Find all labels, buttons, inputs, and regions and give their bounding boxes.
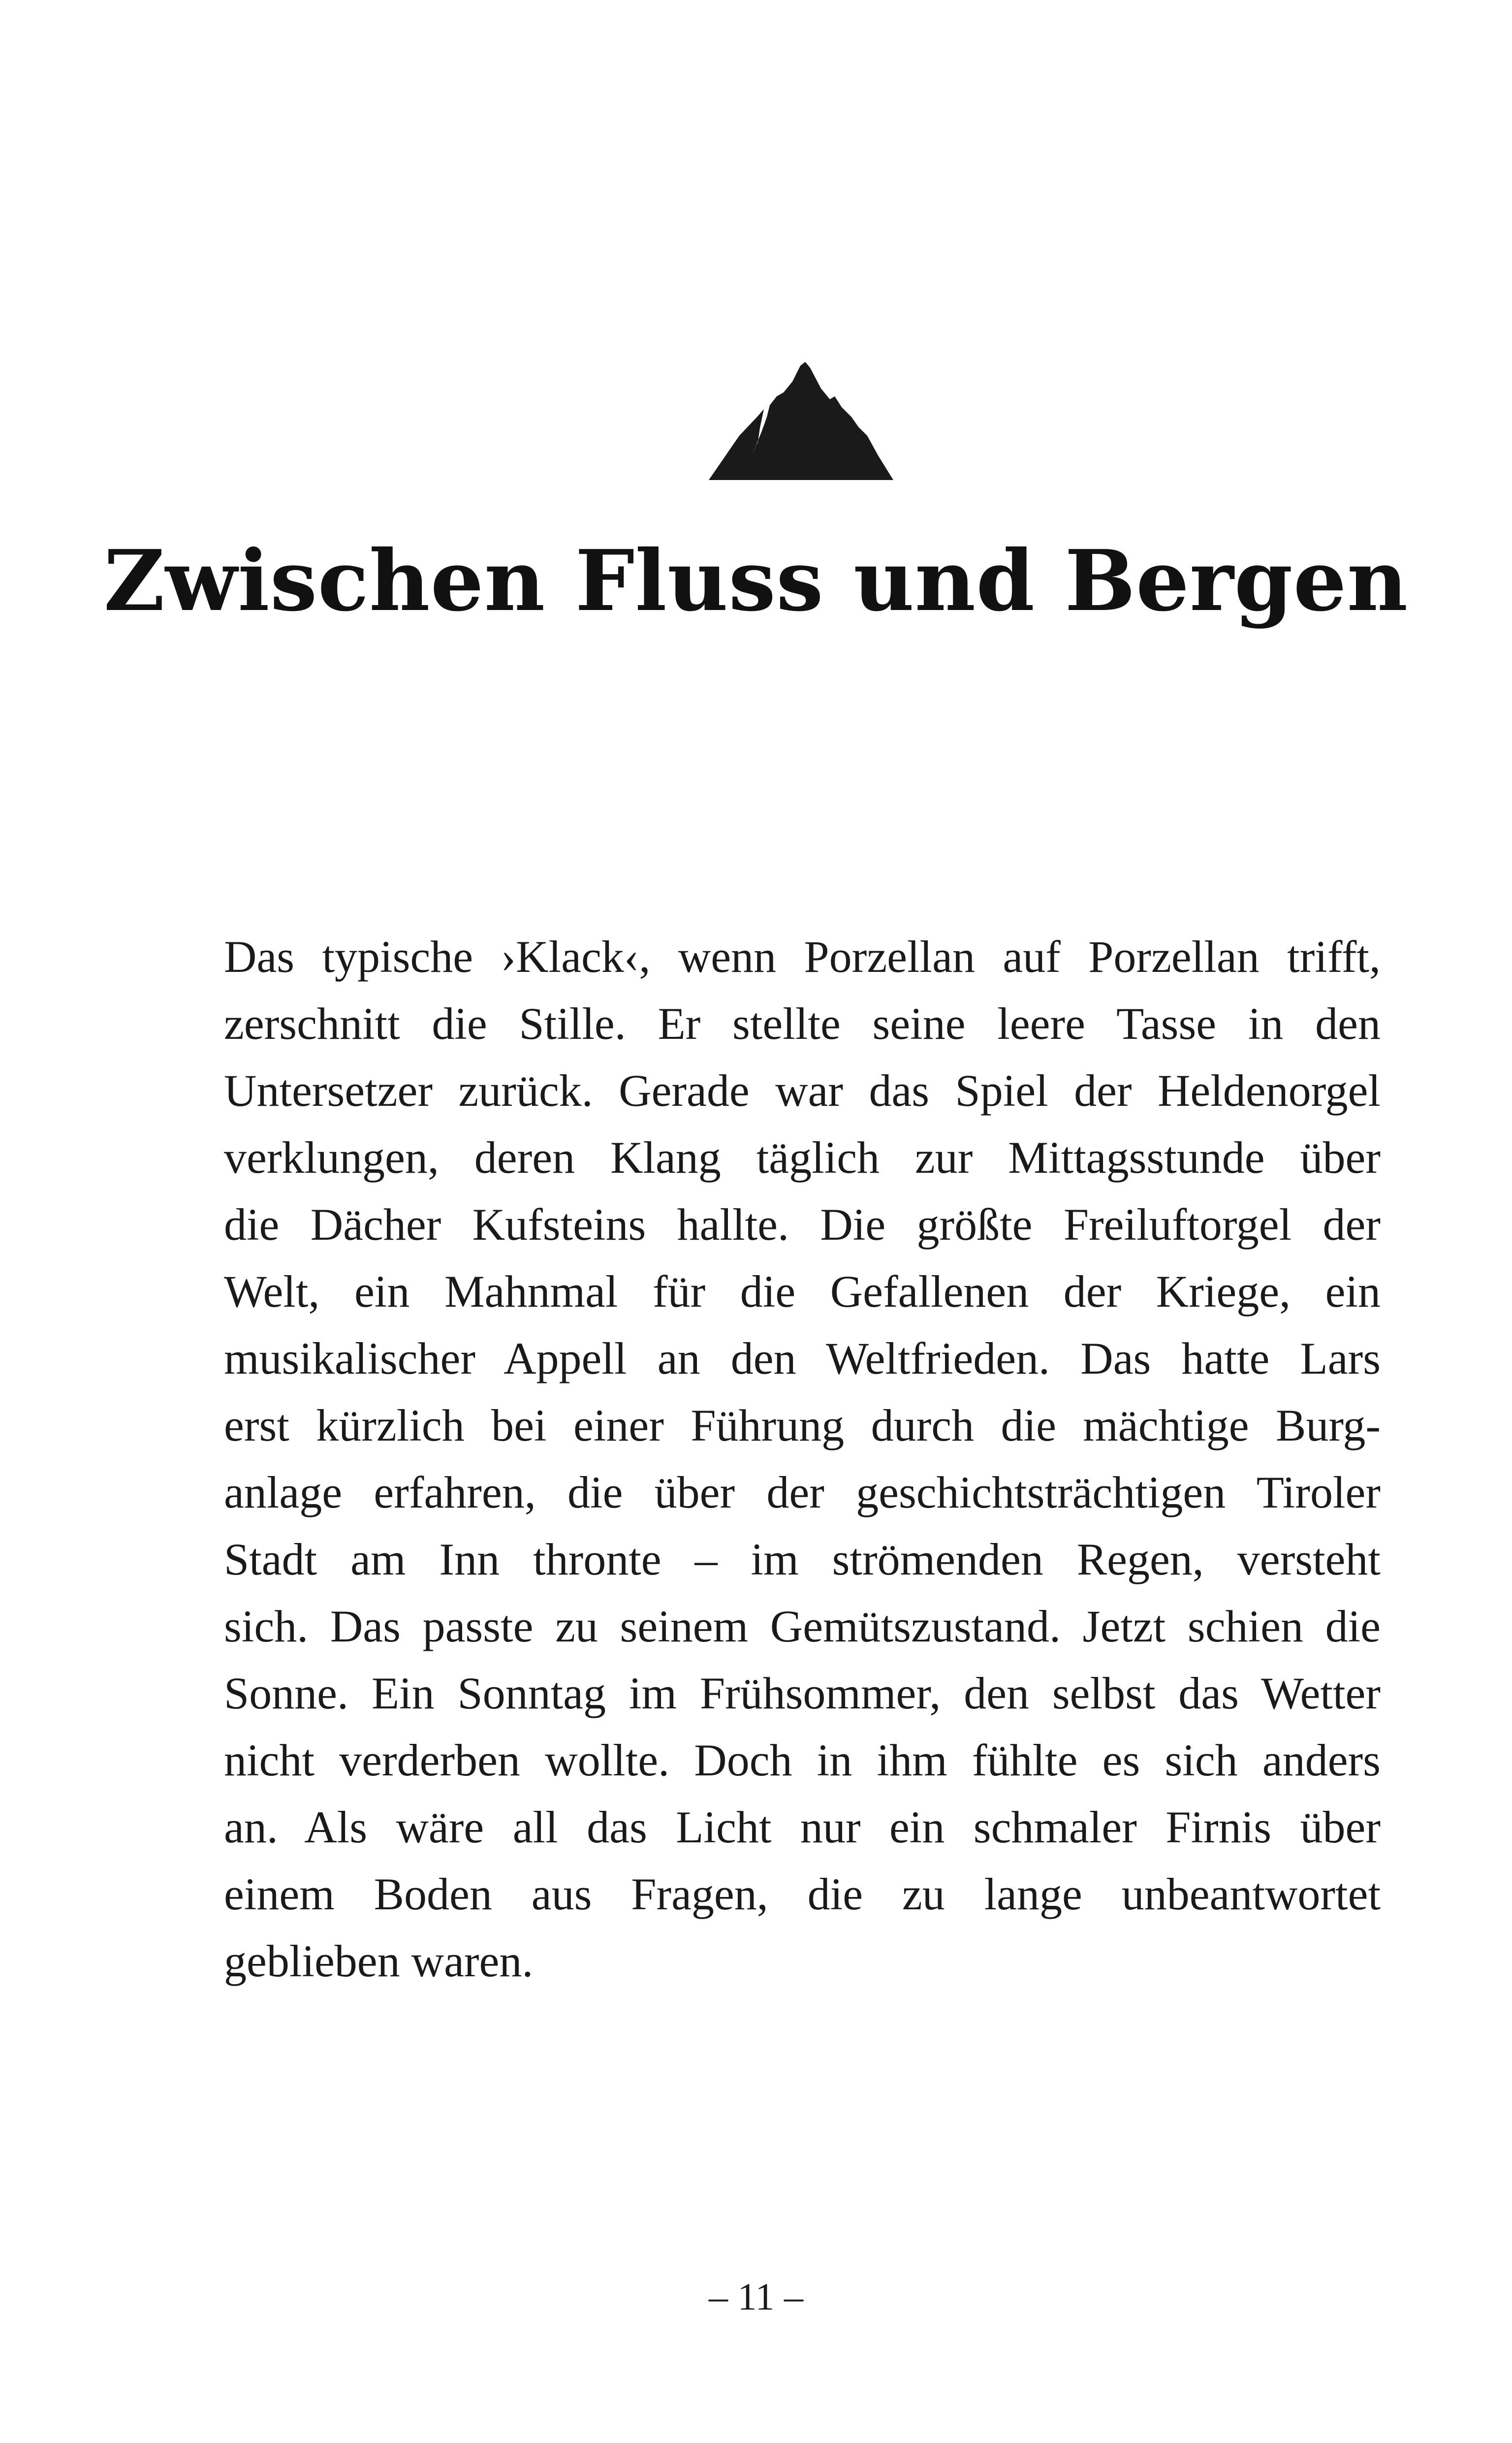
text-line: die Dächer Kufsteins hallte. Die größte Freiluftorgel der	[224, 1199, 1381, 1250]
chapter-title: Zwischen Fluss und Bergen	[103, 532, 1409, 630]
mountain-icon	[709, 362, 893, 480]
text-line: einem Boden aus Fragen, die zu lange unbeantwortet	[224, 1869, 1381, 1919]
text-line: zerschnitt die Stille. Er stellte seine leere Tasse in den	[224, 998, 1381, 1049]
text-line: musikalischer Appell an den Weltfrieden. Das hatte Lars	[224, 1333, 1381, 1383]
body-paragraph	[224, 923, 1381, 1994]
text-line: erst kürzlich bei einer Führung durch die mächtige Burg-	[224, 1400, 1381, 1450]
text-line: geblieben waren.	[224, 1936, 534, 1986]
text-line: Das typische ›Klack‹, wenn Porzellan auf Porzellan trifft,	[224, 932, 1381, 982]
text-line: Untersetzer zurück. Gerade war das Spiel der Heldenorgel	[224, 1065, 1381, 1116]
text-line: Sonne. Ein Sonntag im Frühsommer, den selbst das Wetter	[224, 1668, 1381, 1718]
text-line: nicht verderben wollte. Doch in ihm fühlte es sich anders	[224, 1735, 1381, 1785]
text-line: anlage erfahren, die über der geschichtsträchtigen Tiroler	[224, 1467, 1381, 1517]
text-line: sich. Das passte zu seinem Gemütszustand. Jetzt schien die	[224, 1601, 1381, 1651]
text-line: an. Als wäre all das Licht nur ein schmaler Firnis über	[224, 1802, 1381, 1852]
text-line: Stadt am Inn thronte – im strömenden Regen, versteht	[224, 1534, 1381, 1584]
page-number: – 11 –	[708, 2275, 804, 2318]
text-line: Welt, ein Mahnmal für die Gefallenen der Kriege, ein	[224, 1266, 1381, 1317]
text-line: verklungen, deren Klang täglich zur Mittagsstunde über	[224, 1132, 1381, 1183]
